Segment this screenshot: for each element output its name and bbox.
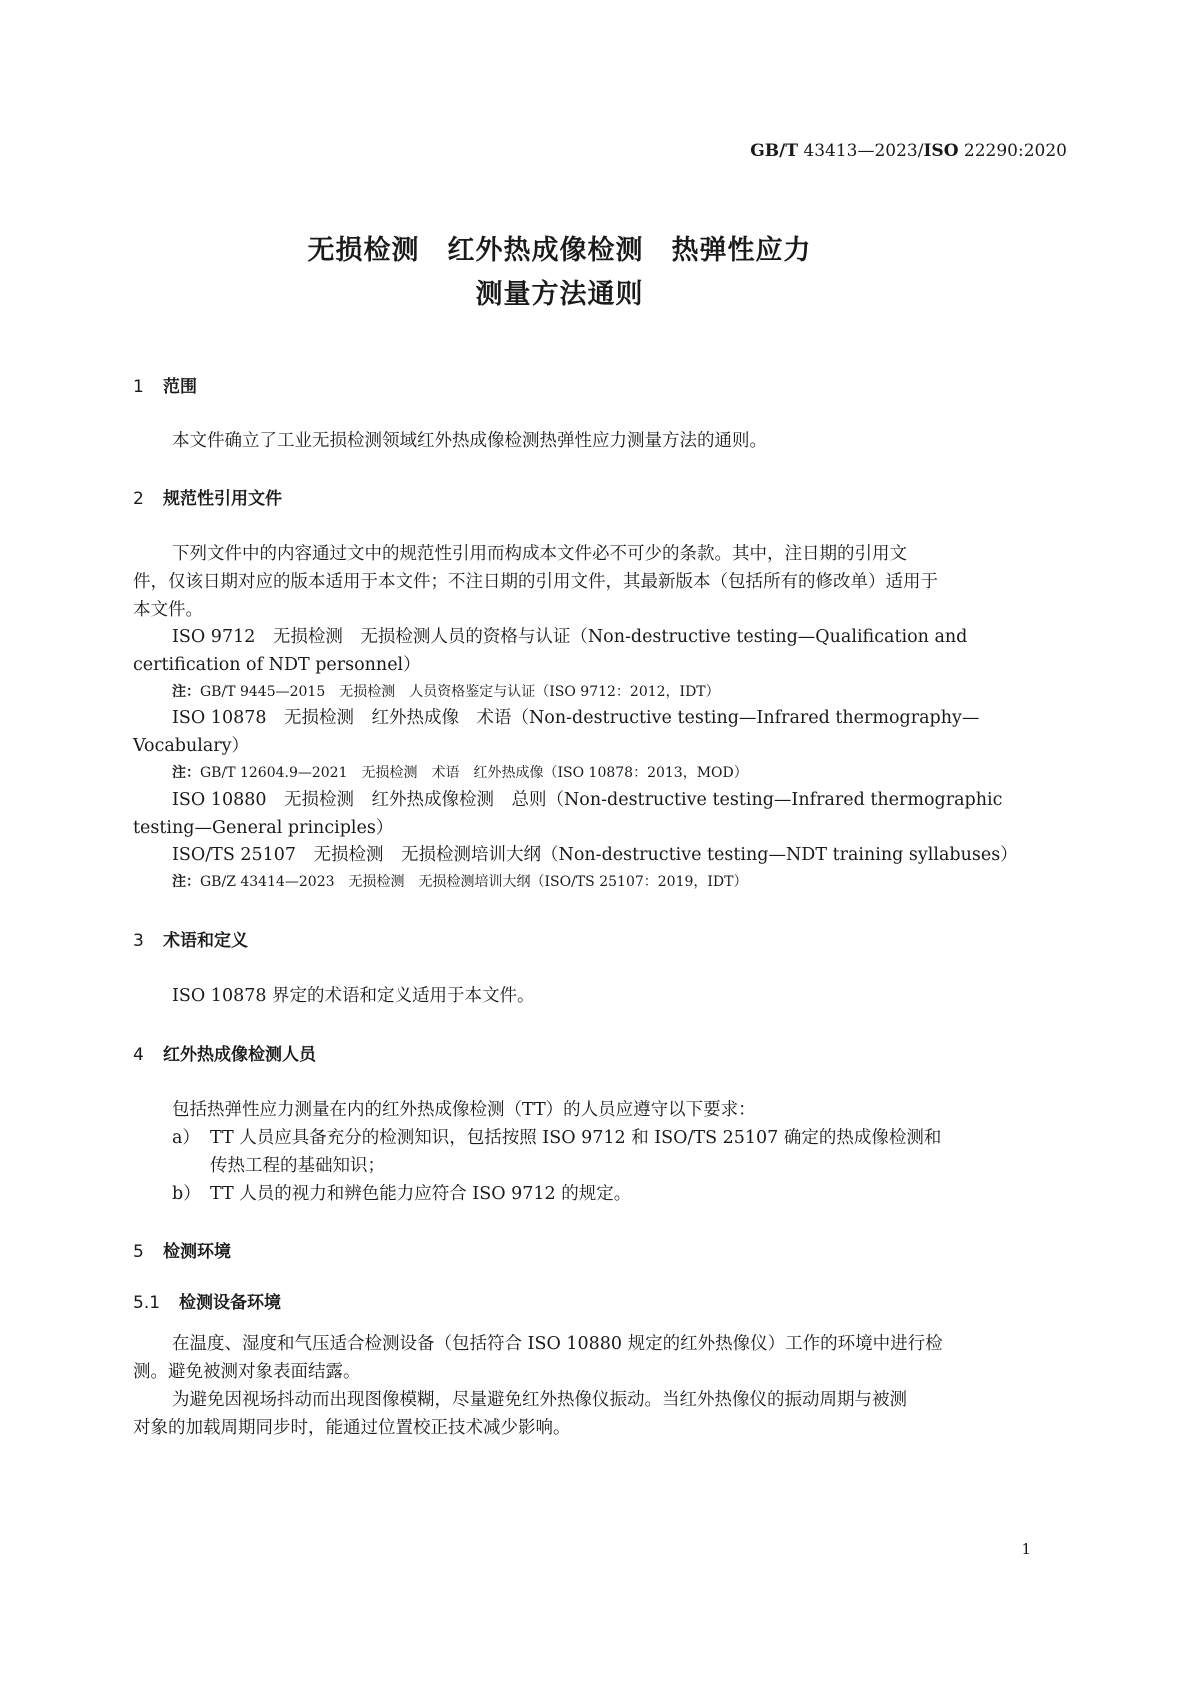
paragraph-line: 下列文件中的内容通过文中的规范性引用而构成本文件必不可少的条款。其中，注日期的引用文 [172, 544, 907, 564]
section-number: 4 [133, 1045, 144, 1065]
reference-iso10878-cont: Vocabulary） [133, 736, 250, 756]
section-3-heading [133, 926, 248, 951]
section-number: 2 [133, 489, 144, 509]
section-title: 规范性引用文件 [163, 489, 282, 509]
subsection-number: 5.1 [133, 1293, 161, 1313]
note-label: 注： [172, 874, 200, 890]
std-number: 43413—2023/ [803, 141, 924, 161]
list-item-a-cont: 传热工程的基础知识； [210, 1156, 385, 1176]
reference-iso10880: ISO 10880 无损检测 红外热成像检测 总则（Non-destructive testing—Infrared thermographic [172, 790, 1003, 810]
subsection-5-1-heading [133, 1288, 281, 1313]
paragraph-line: 对象的加载周期同步时，能通过位置校正技术减少影响。 [133, 1418, 571, 1438]
section-title: 红外热成像检测人员 [163, 1045, 316, 1065]
section-1-heading [133, 372, 197, 397]
paragraph: ISO 10878 界定的术语和定义适用于本文件。 [172, 986, 535, 1006]
subsection-title: 检测设备环境 [179, 1293, 281, 1313]
note-2 [172, 762, 748, 782]
reference-iso10878: ISO 10878 无损检测 红外热成像 术语（Non-destructive testing—Infrared thermography— [172, 708, 980, 728]
section-4-heading [133, 1040, 316, 1065]
std-prefix: GB/T [750, 141, 798, 161]
iso-number: 22290:2020 [963, 141, 1067, 161]
section-number: 3 [133, 931, 144, 951]
section-number: 5 [133, 1242, 144, 1262]
section-number: 1 [133, 377, 144, 397]
reference-iso10880-cont: testing—General principles） [133, 818, 394, 838]
note-text: GB/T 12604.9—2021 无损检测 术语 红外热成像（ISO 10878：2013，MOD） [200, 765, 748, 781]
paragraph-line: 本文件。 [133, 600, 203, 620]
list-item-b-label: b） [172, 1184, 201, 1204]
paragraph-line: 为避免因视场抖动而出现图像模糊，尽量避免红外热像仪振动。当红外热像仪的振动周期与被测 [172, 1390, 907, 1410]
paragraph-line: 件，仅该日期对应的版本适用于本文件；不注日期的引用文件，其最新版本（包括所有的修改单）适用于 [133, 572, 938, 592]
note-text: GB/T 9445—2015 无损检测 人员资格鉴定与认证（ISO 9712：2012，IDT） [200, 684, 720, 700]
paragraph-line: 在温度、湿度和气压适合检测设备（包括符合 ISO 10880 规定的红外热像仪）工作的环境中进行检 [172, 1334, 943, 1354]
reference-iso9712: ISO 9712 无损检测 无损检测人员的资格与认证（Non-destructive testing—Qualification and [172, 627, 968, 647]
list-item-b: TT 人员的视力和辨色能力应符合 ISO 9712 的规定。 [210, 1184, 632, 1204]
iso-prefix: ISO [923, 141, 959, 161]
section-2-heading [133, 484, 282, 509]
section-title: 检测环境 [163, 1242, 231, 1262]
document-code [750, 141, 1067, 161]
section-5-heading [133, 1237, 231, 1262]
reference-iso9712-cont: certification of NDT personnel） [133, 655, 421, 675]
document-title-line2: 测量方法通则 [475, 279, 644, 310]
paragraph: 本文件确立了工业无损检测领域红外热成像检测热弹性应力测量方法的通则。 [172, 431, 767, 451]
note-label: 注： [172, 684, 200, 700]
list-item-a: TT 人员应具备充分的检测知识，包括按照 ISO 9712 和 ISO/TS 25107 确定的热成像检测和 [210, 1128, 942, 1148]
paragraph-line: 测。避免被测对象表面结露。 [133, 1362, 361, 1382]
document-title-line1: 无损检测 红外热成像检测 热弹性应力 [307, 235, 812, 266]
note-4 [172, 871, 747, 891]
section-title: 术语和定义 [163, 931, 248, 951]
note-label: 注： [172, 765, 200, 781]
note-1 [172, 681, 720, 701]
list-item-a-label: a） [172, 1128, 200, 1148]
paragraph: 包括热弹性应力测量在内的红外热成像检测（TT）的人员应遵守以下要求： [172, 1100, 756, 1120]
note-text: GB/Z 43414—2023 无损检测 无损检测培训大纲（ISO/TS 25107：2019，IDT） [200, 874, 748, 890]
section-title: 范围 [163, 377, 197, 397]
reference-iso-ts25107: ISO/TS 25107 无损检测 无损检测培训大纲（Non-destructive testing—NDT training syllabuses） [172, 845, 1018, 865]
page-number: 1 [1021, 1540, 1031, 1558]
